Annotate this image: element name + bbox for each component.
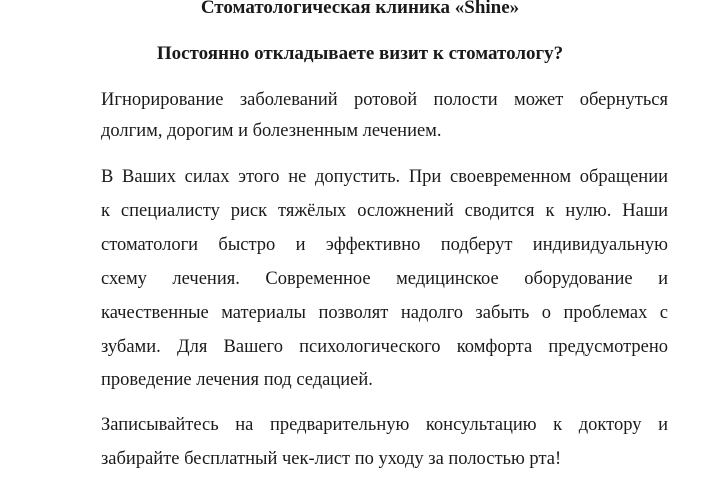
paragraph-2-line-4: схему лечения. Современное медицинское оборудование и [101, 269, 668, 289]
document-subtitle: Постоянно откладываете визит к стоматологу? [156, 43, 564, 64]
paragraph-3-line-2: забирайте бесплатный чек-лист по уходу за полостью рта! [101, 449, 562, 469]
paragraph-2-line-3: стоматологи быстро и эффективно подберут индивидуальную [101, 235, 668, 255]
paragraph-1-line-2: долгим, дорогим и болезненным лечением. [101, 121, 442, 141]
paragraph-2-line-1: В Ваших силах этого не допустить. При своевременном обращении [101, 167, 668, 187]
paragraph-2-line-7: проведение лечения под седацией. [101, 370, 373, 390]
paragraph-2-line-6: зубами. Для Вашего психологического комфорта предусмотрено [101, 337, 668, 357]
document-title: Стоматологическая клиника «Shine» [200, 0, 520, 18]
paragraph-2-line-5: качественные материалы позволят надолго забыть о проблемах с [101, 303, 668, 323]
paragraph-3-line-1: Записывайтесь на предварительную консультацию к доктору и [101, 415, 668, 435]
paragraph-2-line-2: к специалисту риск тяжёлых осложнений сводится к нулю. Наши [101, 201, 668, 221]
paragraph-1-line-1: Игнорирование заболеваний ротовой полости может обернуться [101, 90, 668, 110]
